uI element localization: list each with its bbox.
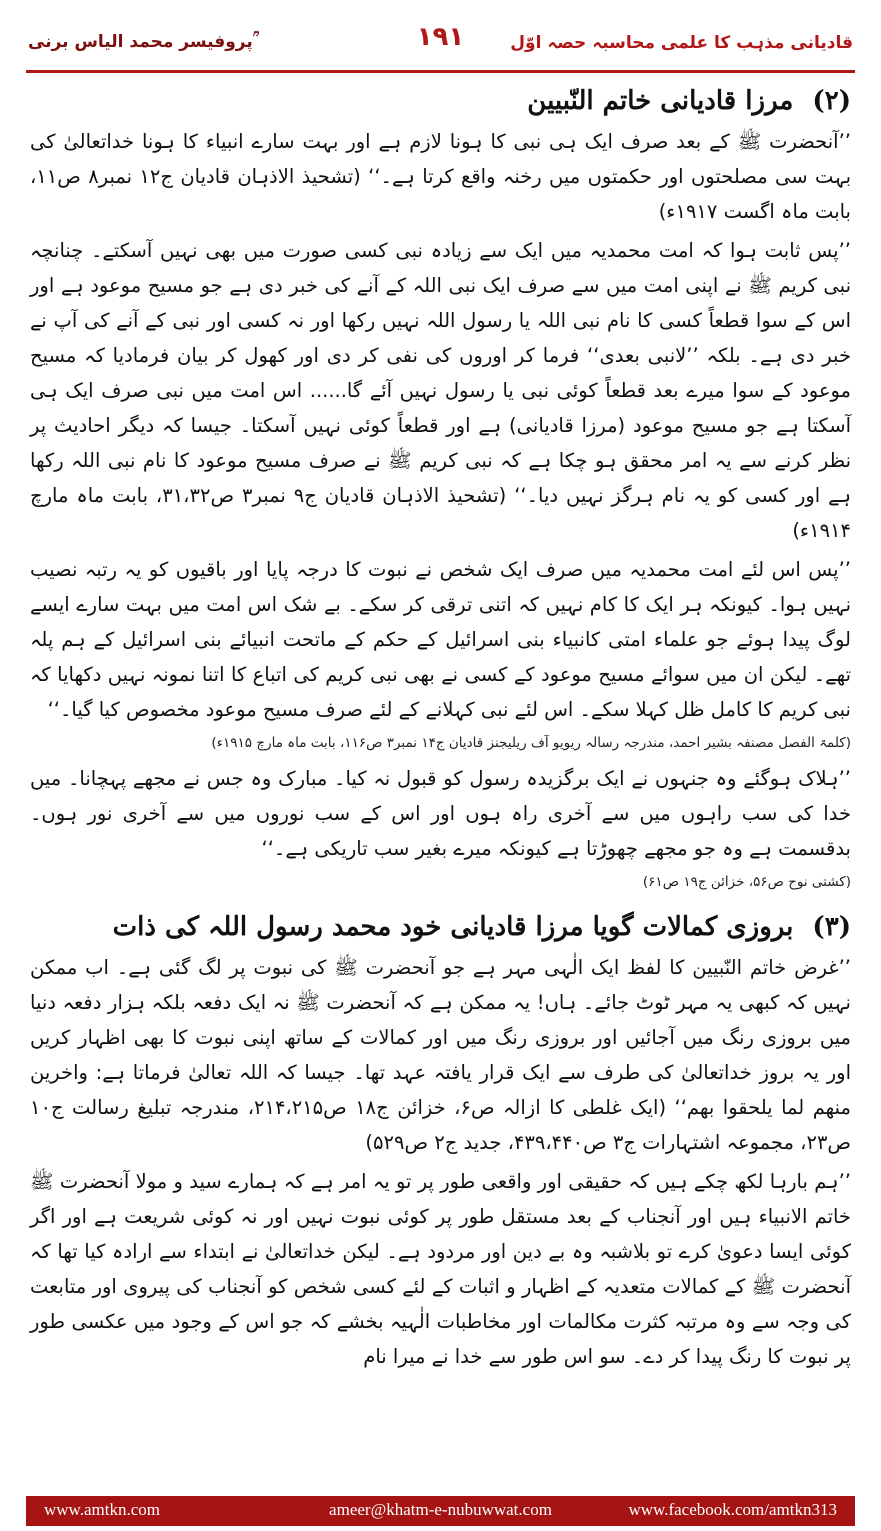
paragraph: ’’پس ثابت ہوا کہ امت محمدیہ میں ایک سے زیادہ نبی کسی صورت میں بھی نہیں آسکتے۔ چنانچہ نبی کریم ﷺ نے اپنی امت میں سے صرف ایک نبی اللہ کے آنے کی خبر دی ہے جو مسیح موعود ہے اور اس کے سوا قطعاً کسی کا نام نبی اللہ یا رسول اللہ نہیں رکھا اور نہ کسی اور نبی کے آنے کی آپ نے خبر دی ہے۔ بلکہ ’’لانبی بعدی‘‘ فرما کر اوروں کی نفی کر دی اور کھول کر بیان فرمادیا کہ مسیح موعود کے سوا میرے بعد قطعاً کوئی نبی یا رسول نہیں آئے گا...... اس امت میں نبی صرف ایک ہی آسکتا ہے جو مسیح موعود (مرزا قادیانی) ہے اور قطعاً کوئی نہیں آسکتا۔ جیسا کہ دیگر احادیث پر نظر کرنے سے یہ امر محقق ہو چکا ہے کہ نبی کریم ﷺ نے صرف مسیح موعود کا نام نبی اللہ رکھا ہے اور کسی کو یہ نام ہرگز نہیں دیا۔‘‘ (تشحیذ الاذہان قادیان ج۹ نمبر۳ ص۳۱،۳۲، بابت ماہ مارچ ۱۹۱۴ء) [30, 239, 851, 542]
page-footer [26, 1496, 855, 1526]
paragraph: ’’غرض خاتم النّبیین کا لفظ ایک الٰہی مہر ہے جو آنحضرت ﷺ کی نبوت پر لگ گئی ہے۔ اب ممکن نہیں کہ کبھی یہ مہر ٹوٹ جائے۔ ہاں! یہ ممکن ہے کہ آنحضرت ﷺ نہ ایک دفعہ بلکہ ہزار دفعہ دنیا میں بروزی رنگ میں آجائیں اور بروزی رنگ میں اور کمالات کے ساتھ اپنی نبوت کا بھی اظہار کریں اور یہ بروز خداتعالیٰ کی طرف سے ایک قرار یافتہ عہد تھا۔ جیسا کہ اللہ تعالیٰ فرماتا ہے: واخرین منھم لما یلحقوا بھم‘‘ (ایک غلطی کا ازالہ ص۶، خزائن ج۱۸ ص۲۱۴،۲۱۵، مندرجہ تبلیغ رسالت ج۱۰ ص۲۳، مجموعہ اشتہارات ج۳ ص۴۳۹،۴۴۰، جدید ج۲ ص۵۲۹) [30, 956, 852, 1154]
section-heading [30, 86, 851, 116]
paragraph: ’’ہلاک ہوگئے وہ جنہوں نے ایک برگزیدہ رسول کو قبول نہ کیا۔ مبارک وہ جس نے مجھے پہچانا۔ میں خدا کی سب راہوں میں سے آخری راہ ہوں اور اس کے سب نوروں میں سے آخری نور ہوں۔ بدقسمت ہے وہ جو مجھے چھوڑتا ہے کیونکہ میرے بغیر سب تاریکی ہے۔‘‘ [30, 767, 851, 860]
section-number: (۲) [812, 86, 851, 116]
page-header [28, 18, 853, 70]
citation: (کلمۃ الفصل مصنفہ بشیر احمد، مندرجہ رسالہ ریویو آف ریلیجنز قادیان ج۱۴ نمبر۳ ص۱۱۶، بابت ماہ مارچ ۱۹۱۵ء) [211, 735, 851, 751]
facebook-link[interactable]: www.facebook.com/amtkn313 [628, 1500, 837, 1519]
header-divider [26, 70, 855, 73]
page-body [30, 84, 851, 1378]
citation: (کشتی نوح ص۵۶، خزائن ج۱۹ ص۶۱) [642, 874, 851, 890]
website-link[interactable]: www.amtkn.com [44, 1500, 160, 1519]
paragraph: ’’پس اس لئے امت محمدیہ میں صرف ایک شخص نے نبوت کا درجہ پایا اور باقیوں کو یہ رتبہ نصیب نہیں ہوا۔ کیونکہ ہر ایک کا کام نہیں کہ اتنی ترقی کر سکے۔ بے شک اس امت میں بہت سارے ایسے لوگ پیدا ہوئے جو علماء امتی کانبیاء بنی اسرائیل کے حکم کے ماتحت انبیائے بنی اسرائیل کے ہم پلہ تھے۔ لیکن ان میں سوائے مسیح موعود کے کسی نے بھی نبی کریم کی اتباع کا اتنا نمونہ نہیں دکھایا کہ نبی کریم کا کامل ظل کہلا سکے۔ اس لئے نبی کہلانے کے لئے صرف مسیح موعود مخصوص کیا گیا۔‘‘ [30, 558, 851, 721]
paragraph: ’’آنحضرت ﷺ کے بعد صرف ایک ہی نبی کا ہونا لازم ہے اور بہت سارے انبیاء کا ہونا خداتعالیٰ کی بہت سی مصلحتوں اور حکمتوں میں رخنہ واقع کرتا ہے۔‘‘ (تشحیذ الاذہان قادیان ج۱۲ نمبر۸ ص۱۱، بابت ماہ اگست ۱۹۱۷ء) [30, 130, 851, 223]
section-title: بروزی کمالات گویا مرزا قادیانی خود محمد رسول اللہ کی ذات [112, 912, 794, 942]
author-name: پروفیسر محمد الیاس برنی ؒ [28, 32, 258, 52]
page-number: ۱۹۱ [416, 22, 465, 52]
paragraph: ’’ہم بارہا لکھ چکے ہیں کہ حقیقی اور واقعی طور پر تو یہ امر ہے کہ ہمارے سید و مولا آنحضرت ﷺ خاتم الانبیاء ہیں اور آنجناب کے بعد مستقل طور پر کوئی نبوت نہیں اور نہ کوئی شریعت ہے اور اگر کوئی ایسا دعویٰ کرے تو بلاشبہ وہ بے دین اور مردود ہے۔ لیکن خداتعالیٰ نے ابتداء سے ارادہ کیا تھا کہ آنحضرت ﷺ کے کمالات متعدیہ کے اظہار و اثبات کے لئے کسی شخص کو آنجناب کی پیروی اور متابعت کی وجہ سے وہ مرتبہ کثرت مکالمات اور مخاطبات الٰہیہ بخشے کہ جو اس کے وجود میں عکسی طور پر نبوت کا رنگ پیدا کر دے۔ سو اس طور سے خدا نے میرا نام [30, 1170, 851, 1368]
book-title: قادیانی مذہب کا علمی محاسبہ حصہ اوّل [510, 33, 853, 53]
email-link[interactable]: ameer@khatm-e-nubuwwat.com [329, 1500, 552, 1519]
section-number: (۳) [812, 912, 851, 942]
section-heading [30, 912, 851, 942]
section-title: مرزا قادیانی خاتم النّبیین [527, 86, 794, 116]
